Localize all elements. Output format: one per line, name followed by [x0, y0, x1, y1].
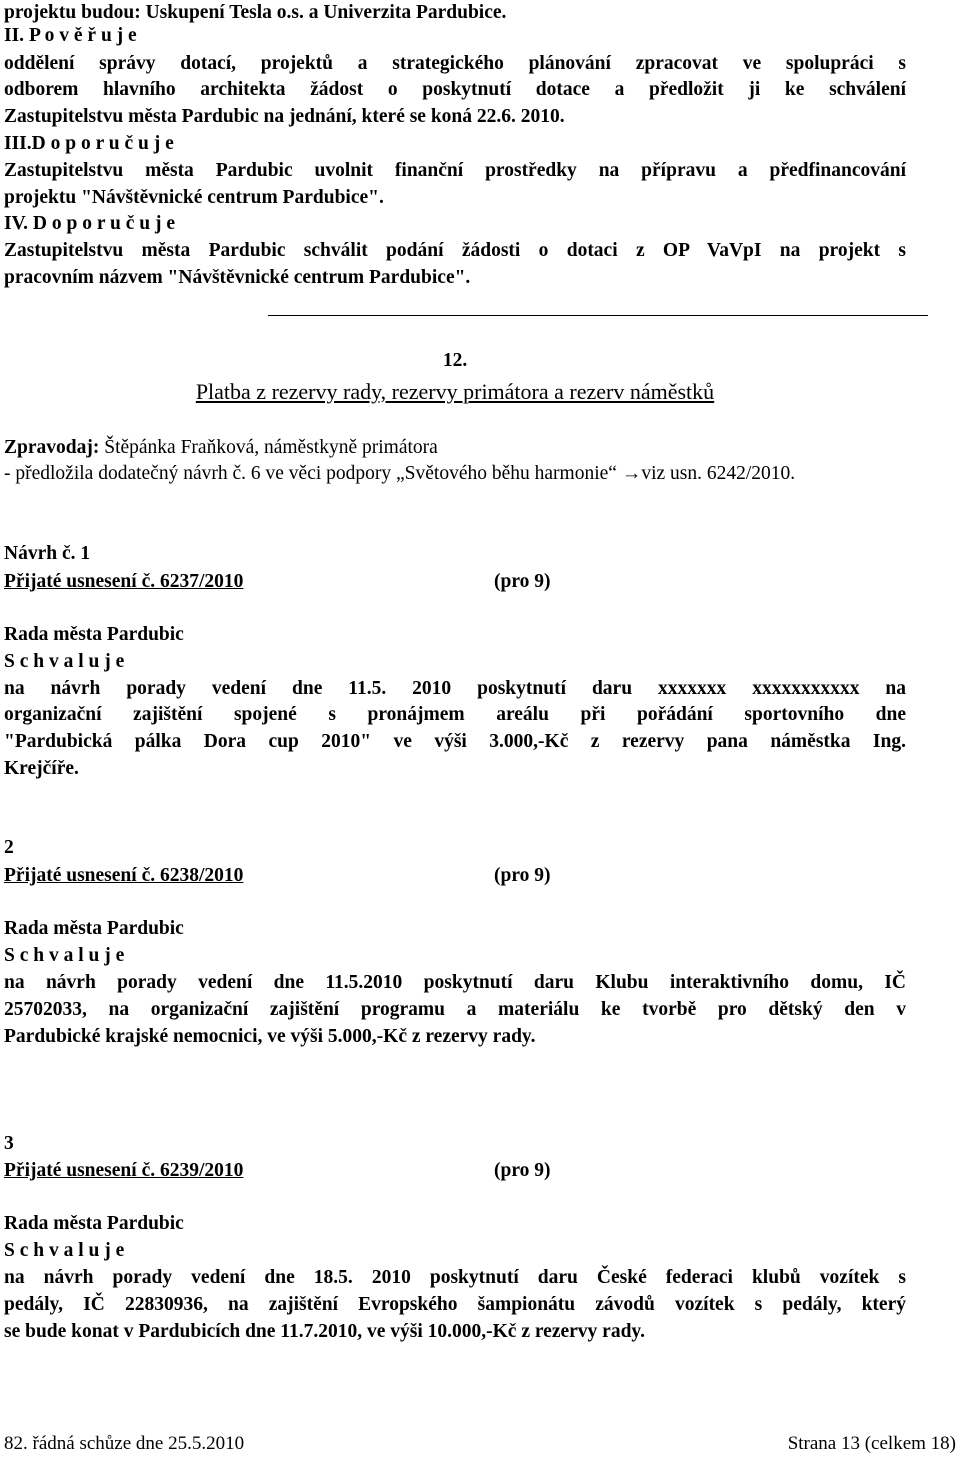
- item-3-line-1: na návrh porady vedení dne 18.5. 2010 poskytnutí daru České federaci klubů vozítek s: [4, 1267, 906, 1288]
- item-1-line-2: organizační zajištění spojené s pronájmem areálu při pořádání sportovního dne: [4, 704, 906, 725]
- intro-line: projektu budou: Uskupení Tesla o.s. a Univerzita Pardubice.: [4, 2, 507, 23]
- section-ii-heading: [4, 23, 137, 49]
- proposal-note-text: - předložila dodatečný návrh č. 6 ve věci podpory „Světového běhu harmonie“: [4, 463, 622, 484]
- item-2-vote: (pro 9): [494, 865, 551, 886]
- reporter-name: Štěpánka Fraňková, náměstkyně primátora: [104, 437, 438, 458]
- item-1-resolution-row: [4, 569, 243, 595]
- arrow-right-icon: →: [621, 463, 642, 484]
- proposal-note: [4, 461, 795, 487]
- item-3-line-2: pedály, IČ 22830936, na zajištění Evropského šampionátu závodů vozítek s pedály, který: [4, 1294, 906, 1315]
- section-ii-line-3: Zastupitelstvu města Pardubic na jednání, které se koná 22.6. 2010.: [4, 106, 565, 127]
- section-iii-line-2: projektu "Návštěvnické centrum Pardubice".: [4, 187, 384, 208]
- item-1-line-3: "Pardubická pálka Dora cup 2010" ve výši 3.000,-Kč z rezervy pana náměstka Ing.: [4, 731, 906, 752]
- section-ii-line-2: odborem hlavního architekta žádost o poskytnutí dotace a předložit ji ke schválení: [4, 79, 906, 100]
- item-2-verb: S c h v a l u j e: [4, 945, 125, 966]
- item-2-line-1: na návrh porady vedení dne 11.5.2010 poskytnutí daru Klubu interaktivního domu, IČ: [4, 972, 906, 993]
- reporter-label: Zpravodaj:: [4, 437, 105, 458]
- item-3-body: Rada města Pardubic: [4, 1213, 184, 1234]
- section-iii-verb: D o p o r u č u j e: [31, 133, 174, 154]
- item-3-resolution: Přijaté usnesení č. 6239/2010: [4, 1160, 244, 1181]
- item-1-line-4: Krejčíře.: [4, 758, 79, 779]
- item-1-vote: (pro 9): [494, 571, 551, 592]
- section-iv-line-2: pracovním názvem "Návštěvnické centrum Pardubice".: [4, 267, 471, 288]
- item-2-label: 2: [4, 837, 14, 858]
- item-3-verb: S c h v a l u j e: [4, 1240, 125, 1261]
- item-1-resolution: Přijaté usnesení č. 6237/2010: [4, 571, 244, 592]
- item-3-vote: (pro 9): [494, 1160, 551, 1181]
- item-3-resolution-row: [4, 1158, 243, 1184]
- section-ii-line-1: oddělení správy dotací, projektů a strategického plánování zpracovat ve spolupráci s: [4, 53, 906, 74]
- item-2-body: Rada města Pardubic: [4, 918, 184, 939]
- item-2-resolution-row: [4, 863, 243, 889]
- item-2-resolution: Přijaté usnesení č. 6238/2010: [4, 865, 244, 886]
- section-ii-number: II.: [4, 25, 29, 46]
- section-number: 12.: [442, 350, 468, 371]
- section-iii-number: III.: [4, 133, 32, 154]
- footer-page-number: Strana 13 (celkem 18): [787, 1433, 956, 1454]
- section-iv-line-1: Zastupitelstvu města Pardubic schválit podání žádosti o dotaci z OP VaVpI na projekt s: [4, 240, 906, 261]
- item-1-line-1: na návrh porady vedení dne 11.5. 2010 poskytnutí daru xxxxxxx xxxxxxxxxxx na: [4, 678, 906, 699]
- section-title: Platba z rezervy rady, rezervy primátora a rezerv náměstků: [195, 379, 715, 404]
- footer-meeting: 82. řádná schůze dne 25.5.2010: [4, 1433, 245, 1454]
- item-1-label: Návrh č. 1: [4, 543, 91, 564]
- section-iv-number: IV.: [4, 213, 33, 234]
- item-3-line-3: se bude konat v Pardubicích dne 11.7.2010, ve výši 10.000,-Kč z rezervy rady.: [4, 1321, 645, 1342]
- item-2-line-2: 25702033, na organizační zajištění programu a materiálu ke tvorbě pro dětský den v: [4, 999, 906, 1020]
- section-iv-heading: [4, 211, 175, 237]
- section-ii-verb: P o v ě ř u j e: [28, 25, 137, 46]
- section-iii-line-1: Zastupitelstvu města Pardubic uvolnit finanční prostředky na přípravu a předfinancování: [4, 160, 906, 181]
- reporter: [4, 435, 438, 461]
- section-divider: [268, 315, 928, 316]
- proposal-note-ref: viz usn. 6242/2010.: [641, 463, 796, 484]
- item-1-body: Rada města Pardubic: [4, 624, 184, 645]
- section-iii-heading: [4, 131, 174, 157]
- item-2-line-3: Pardubické krajské nemocnici, ve výši 5.000,-Kč z rezervy rady.: [4, 1026, 536, 1047]
- item-1-verb: S c h v a l u j e: [4, 651, 125, 672]
- section-iv-verb: D o p o r u č u j e: [32, 213, 176, 234]
- item-3-label: 3: [4, 1133, 14, 1154]
